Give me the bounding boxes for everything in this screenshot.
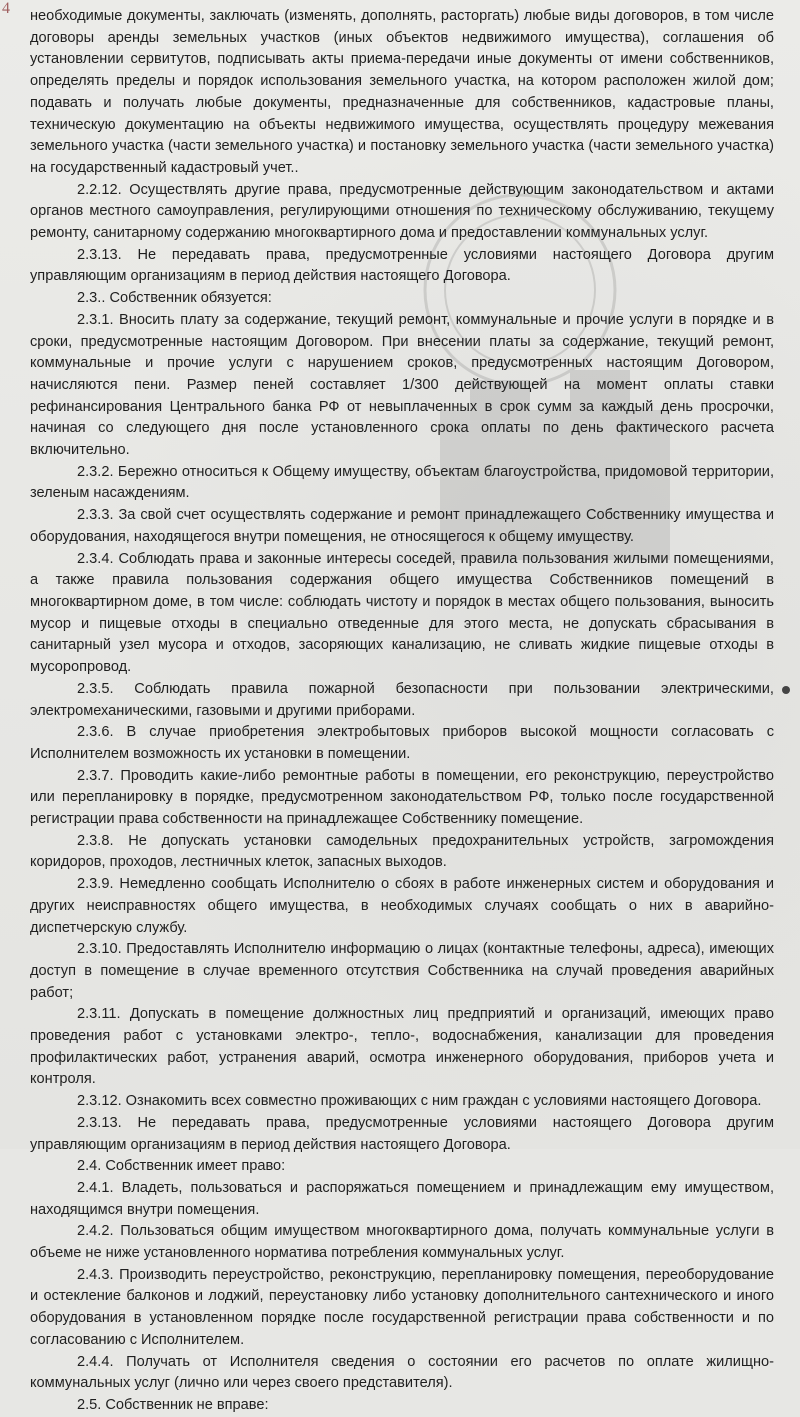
paragraph-2-3-4: 2.3.4. Соблюдать права и законные интересы соседей, правила пользования жилыми помещениями, а также правила пользования содержания общего имущества Собственников помещений в многоквартирном доме, в том числе: соблюдать чистоту и порядок в местах общего пользования, выносить мусор и пищевые отходы в специально отведенные для этого места, не допускать сбрасывания в санитарный узел мусора и отходов, засоряющих канализацию, не сливать жидкие пищевые отходы в мусоропровод. [30,550,774,676]
document-body [30,6,774,1417]
paragraph-2-3-11: 2.3.11. Допускать в помещение должностных лиц предприятий и организаций, имеющих право проведения работ с установками электро-, тепло-, водоснабжения, канализации для проведения профилактических работ, устранения аварий, осмотра инженерного оборудования, приборов учета и контроля. [30,1006,774,1088]
paragraph-2-4-4: 2.4.4. Получать от Исполнителя сведения о состоянии его расчетов по оплате жилищно-коммунальных услуг (лично или через своего представителя). [30,1353,774,1392]
paragraph-2-3-heading: 2.3.. Собственник обязуется: [77,290,272,307]
paragraph-2-4-heading: 2.4. Собственник имеет право: [77,1158,286,1175]
paragraph-2-3-8: 2.3.8. Не допускать установки самодельных предохранительных устройств, загромождения коридоров, проходов, лестничных клеток, запасных выходов. [30,832,774,871]
paragraph-2-3-5: 2.3.5. Соблюдать правила пожарной безопасности при пользовании электрическими, электромеханическими, газовыми и другими приборами. [30,680,774,719]
paragraph-2-2-12: 2.2.12. Осуществлять другие права, предусмотренные действующим законодательством и актами органов местного самоуправления, регулирующими отношения по техническому обслуживанию, текущему ремонту, санитарному содержанию многоквартирного дома и предоставлении коммунальных услуг. [30,181,774,242]
paragraph-2-5-heading: 2.5. Собственник не вправе: [77,1397,269,1413]
paragraph-2-4-1: 2.4.1. Владеть, пользоваться и распоряжаться помещением и принадлежащим ему имуществом, находящимся внутри помещения. [30,1179,774,1218]
paragraph-2-3-13-b: 2.3.13. Не передавать права, предусмотренные условиями настоящего Договора другим управляющим организациям в период действия настоящего Договора. [30,1114,774,1153]
paragraph-2-3-7: 2.3.7. Проводить какие-либо ремонтные работы в помещении, его реконструкцию, переустройство или перепланировку в порядке, предусмотренном законодательством РФ, только после государственной регистрации права собственности на принадлежащее Собственнику помещение. [30,767,774,828]
paragraph-2-3-12: 2.3.12. Ознакомить всех совместно проживающих с ним граждан с условиями настоящего Договора. [77,1093,762,1110]
paragraph-2-3-6: 2.3.6. В случае приобретения электробытовых приборов высокой мощности согласовать с Исполнителем возможность их установки в помещении. [30,724,774,762]
corner-mark: 4 [2,0,10,17]
paragraph-2-3-1: 2.3.1. Вносить плату за содержание, текущий ремонт, коммунальные и прочие услуги в порядке и в сроки, предусмотренные настоящим Договором. При внесении платы за содержание, текущий ремонт, коммунальные и прочие услуги с нарушением сроков, предусмотренных настоящим Договором, начисляются пени. Размер пеней составляет 1/300 действующей на момент оплаты ставки рефинансирования Центрального банка РФ от невыплаченных в срок сумм за каждый день просрочки, начиная со следующего дня после установленного срока оплаты по день фактического расчета включительно. [30,311,774,459]
paragraph-2-3-9: 2.3.9. Немедленно сообщать Исполнителю о сбоях в работе инженерных систем и оборудования и других неисправностях общего имущества, в необходимых случаях сообщать о них в аварийно-диспетчерскую службу. [30,876,774,936]
paragraph-2-3-3: 2.3.3. За свой счет осуществлять содержание и ремонт принадлежащего Собственнику имущества и оборудования, находящегося внутри помещения, не относящегося к общему имуществу. [30,507,774,545]
ink-dot [782,686,790,694]
paragraph-2-3-2: 2.3.2. Бережно относиться к Общему имуществу, объектам благоустройства, придомовой территории, зеленым насаждениям. [30,463,774,502]
paragraph-2-4-3: 2.4.3. Производить переустройство, реконструкцию, перепланировку помещения, переоборудование и остекление балконов и лоджий, переустановку либо установку дополнительного сантехнического и иного оборудования в установленном порядке после государственной регистрации права собственности и по согласованию с Исполнителем. [30,1266,774,1348]
paragraph-2-3-10: 2.3.10. Предоставлять Исполнителю информацию о лицах (контактные телефоны, адреса), имеющих доступ в помещение в случае временного отсутствия Собственника на случай проведения аварийных работ; [30,941,774,1001]
paragraph-intro: необходимые документы, заключать (изменять, дополнять, расторгать) любые виды договоров, в том числе договоры аренды земельных участков (иных объектов недвижимого имущества), соглашения об установлении сервитутов, подписывать акты приема-передачи иные документы от имени собственников, определять пределы и порядок использования земельного участка, на котором расположен жилой дом; подавать и получать любые документы, предназначенные для собственников, кадастровые планы, техническую документацию на объекты недвижимого имущества, осуществлять процедуру межевания земельного участка (части земельного участка) и постановку земельного участка (части земельного участка) на государственный кадастровый учет.. [30,8,774,176]
paragraph-2-4-2: 2.4.2. Пользоваться общим имуществом многоквартирного дома, получать коммунальные услуги в объеме не ниже установленного норматива потребления коммунальных услуг. [30,1223,774,1262]
paragraph-2-3-13-a: 2.3.13. Не передавать права, предусмотренные условиями настоящего Договора другим управляющим организациям в период действия настоящего Договора. [30,246,774,285]
